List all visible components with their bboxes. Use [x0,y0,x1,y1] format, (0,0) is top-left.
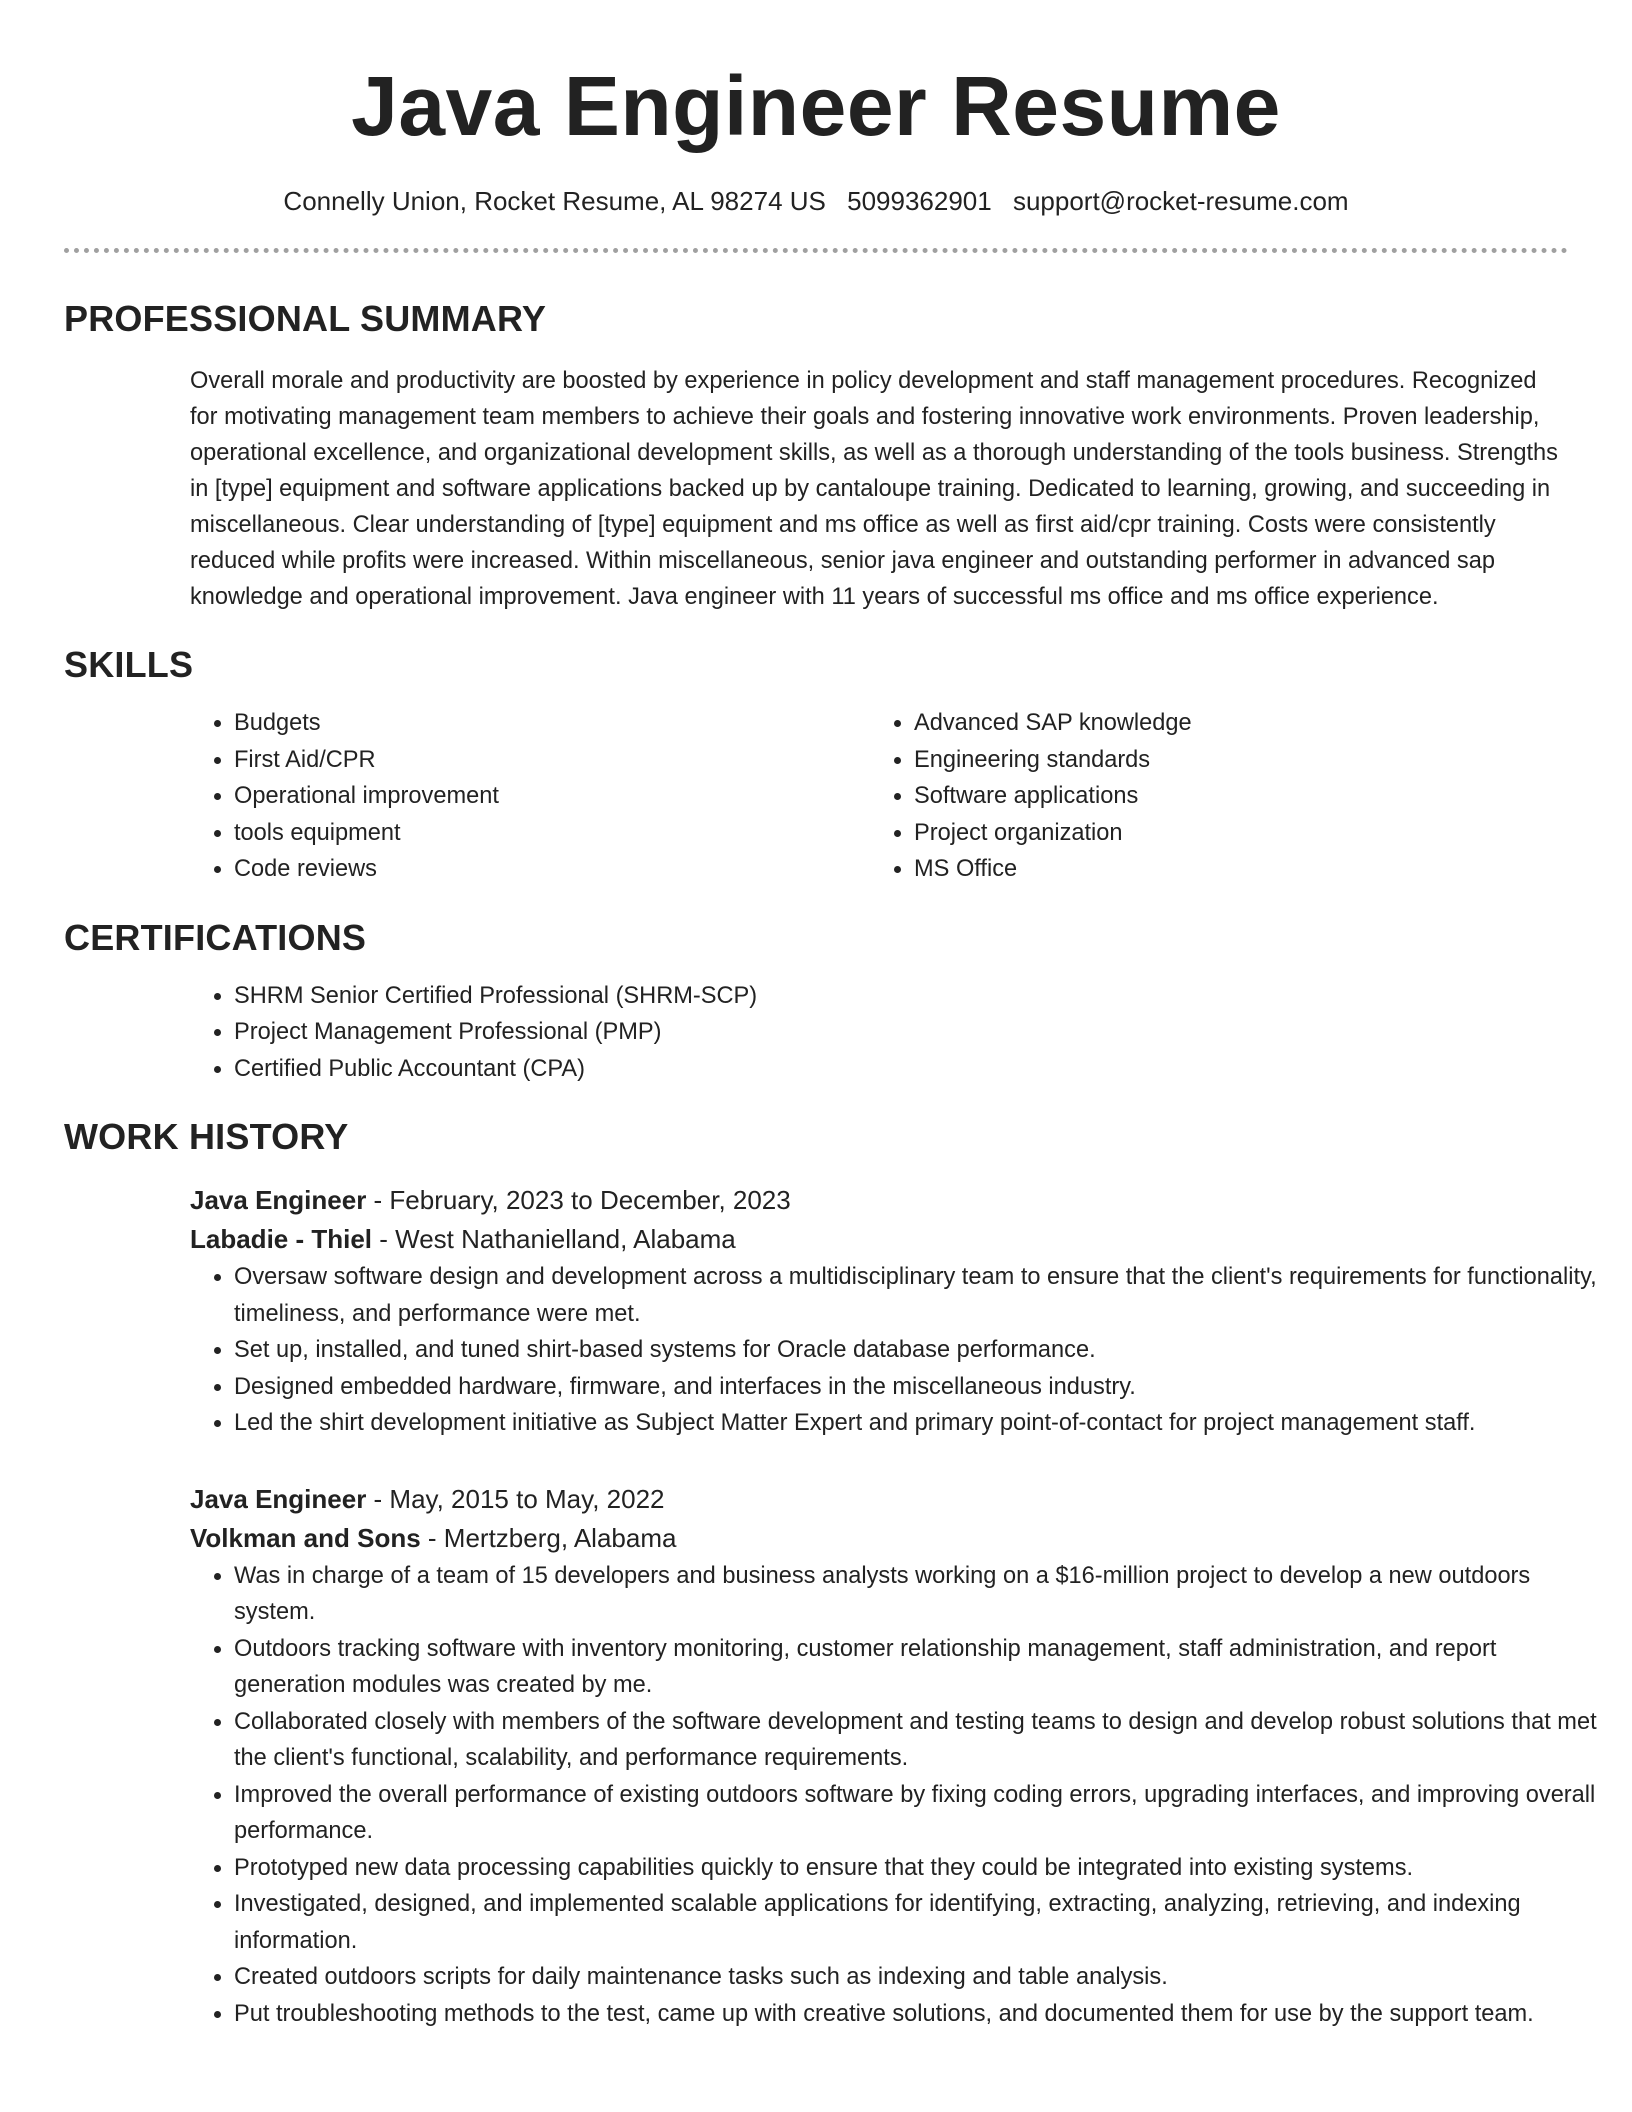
contact-address: Connelly Union, Rocket Resume, AL 98274 US [283,186,826,216]
job-bullet: • Investigated, designed, and implemented scalable applications for identifying, extracting, analyzing, retrieving, and indexing information. [234,1886,1614,1959]
job-bullets [190,1259,1614,1442]
skills-list-left [190,705,870,888]
certification-item: • SHRM Senior Certified Professional (SHRM-SCP) [234,978,1568,1015]
job-dates: - February, 2023 to December, 2023 [366,1185,791,1215]
job-bullet: • Improved the overall performance of existing outdoors software by fixing coding errors, upgrading interfaces, and improving overall performance. [234,1777,1614,1850]
skill-item: • Project organization [914,815,1550,852]
skills-columns [190,705,1568,888]
certifications-list [190,978,1568,1088]
job-bullets [190,1558,1614,2033]
job-bullet: • Created outdoors scripts for daily maintenance tasks such as indexing and table analysis. [234,1959,1614,1996]
job-title-line [190,1181,1568,1220]
skill-item: • Software applications [914,778,1550,815]
job-entry [190,1181,1597,1442]
job-bullet: • Prototyped new data processing capabilities quickly to ensure that they could be integrated into existing systems. [234,1850,1614,1887]
skill-item: • MS Office [914,851,1550,888]
skill-item: • First Aid/CPR [234,742,870,779]
job-dates: - May, 2015 to May, 2022 [366,1483,665,1514]
certification-item: • Certified Public Accountant (CPA) [234,1051,1568,1088]
certifications-heading: CERTIFICATIONS [64,916,367,958]
job-location: - Mertzberg, Alabama [420,1522,677,1553]
header-divider [64,248,1568,253]
job-bullet: • Led the shirt development initiative as Subject Matter Expert and primary point-of-contact for project management staff. [234,1405,1614,1442]
skills-section [64,643,1568,888]
resume-page [64,0,1597,2032]
certification-item: • Project Management Professional (PMP) [234,1014,1568,1051]
skill-item: • tools equipment [234,815,870,852]
work-history-heading: WORK HISTORY [64,1116,349,1157]
job-role: Java Engineer [190,1185,367,1215]
summary-section [64,297,1568,615]
summary-heading: PROFESSIONAL SUMMARY [64,298,547,339]
resume-title: Java Engineer Resume [351,59,1281,153]
job-entry [190,1480,1597,2033]
job-bullet: • Set up, installed, and tuned shirt-based systems for Oracle database performance. [234,1332,1614,1369]
contact-phone: 5099362901 [847,186,992,216]
job-bullet: • Was in charge of a team of 15 developers and business analysts working on a $16-million project to develop a new outdoors system. [234,1558,1614,1631]
skills-column-left [190,705,870,888]
skills-column-right [870,705,1550,888]
job-bullet: • Collaborated closely with members of the software development and testing teams to design and develop robust solutions that met the client's functional, scalability, and performance requirements. [234,1704,1614,1777]
contact-email: support@rocket-resume.com [1012,186,1349,216]
skills-heading: SKILLS [64,644,194,685]
job-bullet: • Oversaw software design and development across a multidisciplinary team to ensure that the client's requirements for functionality, timeliness, and performance were met. [234,1259,1614,1332]
skill-item: • Code reviews [234,851,870,888]
job-role: Java Engineer [190,1483,367,1514]
certifications-list-wrap [190,978,1568,1088]
work-history-section [64,1115,1597,2032]
job-location: - West Nathanielland, Alabama [372,1224,736,1254]
summary-text: Overall morale and productivity are boosted by experience in policy development and staff management procedures. Recognized for motivating management team members to achieve their goals and fostering innovative work environments. Proven leadership, operational excellence, and organizational development skills, as well as a thorough understanding of the tools business. Strengths in [type] equipment and software applications backed up by cantaloupe training. Dedicated to learning, growing, and succeeding in miscellaneous. Clear understanding of [type] equipment and ms office as well as first aid/cpr training. Costs were consistently reduced while profits were increased. Within miscellaneous, senior java engineer and outstanding performer in advanced sap knowledge and operational improvement. Java engineer with 11 years of successful ms office and ms office experience. [190,368,1558,610]
skills-list-right [870,705,1550,888]
job-bullet: • Put troubleshooting methods to the test, came up with creative solutions, and documented them for use by the support team. [234,1996,1614,2033]
job-company-line [190,1220,1568,1259]
job-company-line [190,1519,1568,1558]
job-bullet: • Designed embedded hardware, firmware, and interfaces in the miscellaneous industry. [234,1369,1614,1406]
skill-item: • Advanced SAP knowledge [914,705,1550,742]
contact-line [64,184,1568,218]
job-company: Volkman and Sons [190,1522,421,1553]
skill-item: • Engineering standards [914,742,1550,779]
job-title-line [190,1480,1568,1519]
certifications-section [64,916,1568,1088]
skill-item: • Budgets [234,705,870,742]
skill-item: • Operational improvement [234,778,870,815]
job-bullet: • Outdoors tracking software with inventory monitoring, customer relationship management, staff administration, and report generation modules was created by me. [234,1631,1614,1704]
job-company: Labadie - Thiel [190,1224,373,1254]
